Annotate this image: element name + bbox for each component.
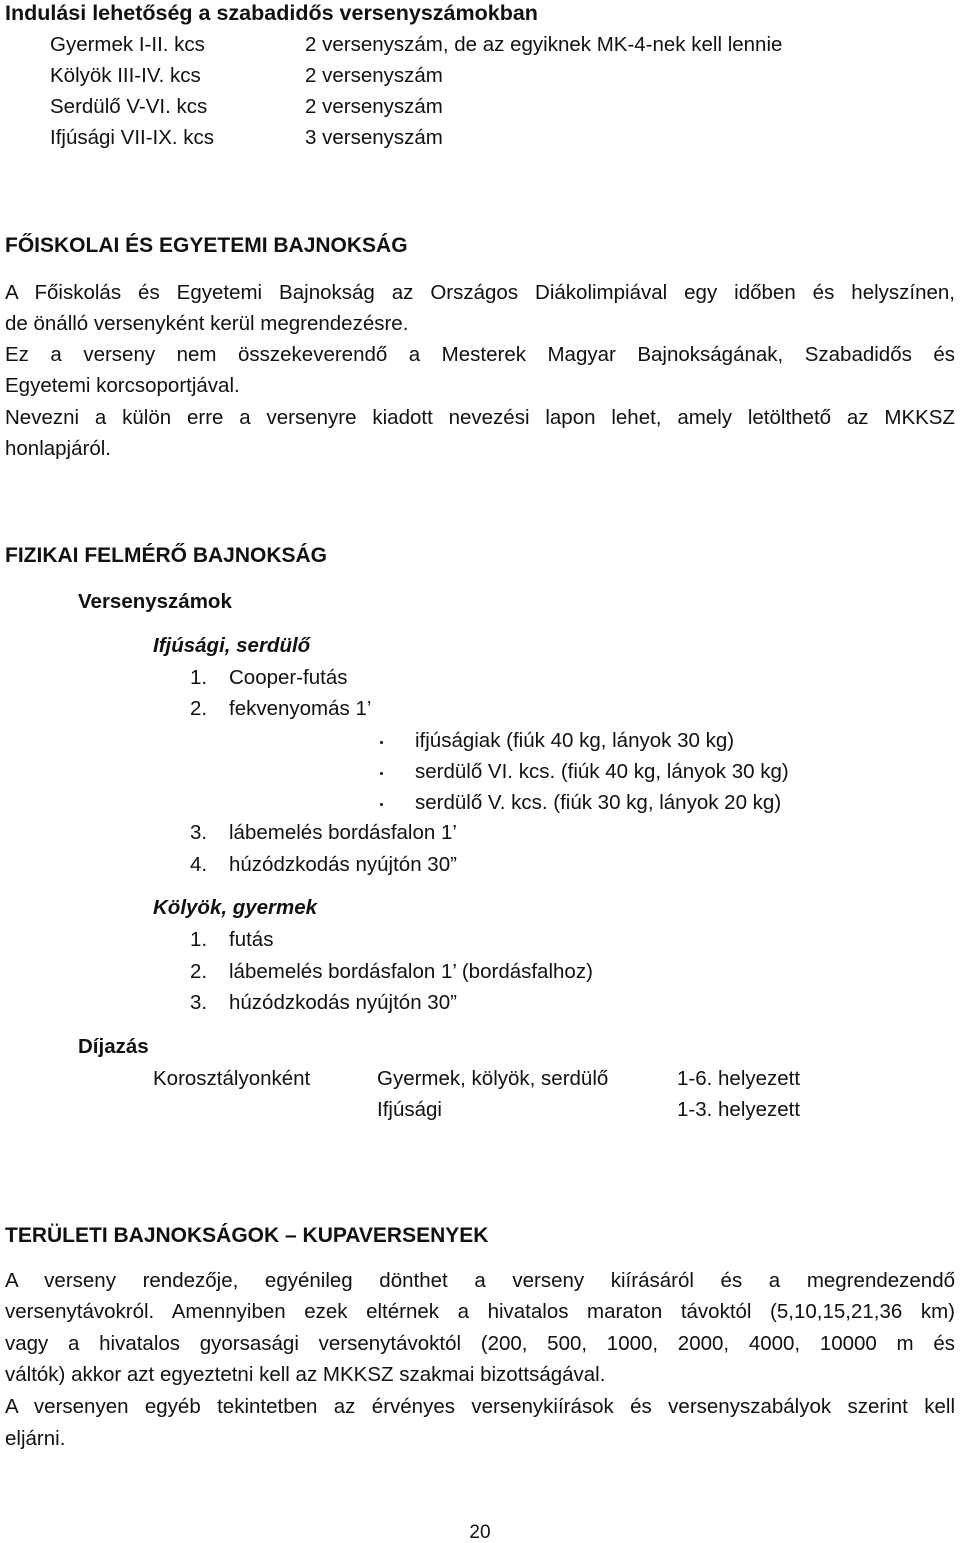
paragraph-line: honlapjáról. — [5, 437, 111, 460]
list-item: futás — [229, 928, 274, 951]
section1-heading: Indulási lehetőség a szabadidős versenyszámokban — [5, 1, 538, 25]
section2-heading: FŐISKOLAI ÉS EGYETEMI BAJNOKSÁG — [5, 234, 408, 257]
awards-heading: Díjazás — [78, 1035, 149, 1058]
awards-places: 1-3. helyezett — [677, 1098, 801, 1121]
bullet-item: ifjúságiak (fiúk 40 kg, lányok 30 kg) — [415, 729, 735, 752]
paragraph-line: de önálló versenyként kerül megrendezésre. — [5, 312, 409, 335]
section3-heading: FIZIKAI FELMÉRŐ BAJNOKSÁG — [5, 544, 328, 567]
bullet-icon — [380, 803, 383, 806]
awards-group: Ifjúsági — [377, 1098, 442, 1121]
paragraph-line: Nevezni a külön erre a versenyre kiadott nevezési lapon lehet, amely letölthető az MKKSZ — [5, 406, 955, 429]
list-item: fekvenyomás 1’ — [229, 697, 372, 720]
events-value: 2 versenyszám — [305, 95, 443, 118]
awards-label: Korosztályonként — [153, 1067, 311, 1090]
paragraph-line: Egyetemi korcsoportjával. — [5, 374, 240, 397]
bullet-icon — [380, 741, 383, 744]
events-value: 2 versenyszám — [305, 64, 443, 87]
category-label: Serdülő V-VI. kcs — [50, 95, 208, 118]
paragraph-line: váltók) akkor azt egyeztetni kell az MKKSZ szakmai bizottságával. — [5, 1363, 606, 1386]
paragraph-line: vagy a hivatalos gyorsasági versenytávoktól (200, 500, 1000, 2000, 4000, 10000 m és — [5, 1332, 955, 1355]
list-item: lábemelés bordásfalon 1’ (bordásfalhoz) — [229, 960, 593, 983]
paragraph-line: A versenyen egyéb tekintetben az érvényes versenykiírások és versenyszabályok szerint kell — [5, 1395, 955, 1418]
events-value: 2 versenyszám, de az egyiknek MK-4-nek kell lennie — [305, 33, 783, 56]
category-label: Kölyök III-IV. kcs — [50, 64, 201, 87]
events-value: 3 versenyszám — [305, 126, 443, 149]
list-item: lábemelés bordásfalon 1’ — [229, 821, 457, 844]
list-number: 1. — [190, 666, 208, 689]
group-title: Kölyök, gyermek — [153, 896, 318, 919]
bullet-icon — [380, 772, 383, 775]
paragraph-line: Ez a verseny nem összekeverendő a Mesterek Magyar Bajnokságának, Szabadidős és — [5, 343, 955, 366]
page-number: 20 — [469, 1522, 491, 1543]
paragraph-line: eljárni. — [5, 1427, 66, 1450]
list-number: 2. — [190, 960, 208, 983]
list-item: húzódzkodás nyújtón 30” — [229, 991, 457, 1014]
paragraph-line: A Főiskolás és Egyetemi Bajnokság az Országos Diákolimpiával egy időben és helyszínen, — [5, 281, 955, 304]
list-number: 3. — [190, 821, 208, 844]
paragraph-line: versenytávokról. Amennyiben ezek eltérnek a hivatalos maraton távoktól (5,10,15,21,36 km) — [5, 1300, 955, 1323]
section4-heading: TERÜLETI BAJNOKSÁGOK – KUPAVERSENYEK — [5, 1224, 489, 1247]
bullet-item: serdülő VI. kcs. (fiúk 40 kg, lányok 30 kg) — [415, 760, 789, 783]
paragraph-line: A verseny rendezője, egyénileg dönthet a verseny kiírásáról és a megrendezendő — [5, 1269, 955, 1292]
list-number: 4. — [190, 853, 208, 876]
list-number: 3. — [190, 991, 208, 1014]
group-title: Ifjúsági, serdülő — [153, 634, 311, 657]
category-label: Gyermek I-II. kcs — [50, 33, 205, 56]
awards-places: 1-6. helyezett — [677, 1067, 801, 1090]
events-subheading: Versenyszámok — [78, 590, 232, 613]
list-number: 2. — [190, 697, 208, 720]
list-item: húzódzkodás nyújtón 30” — [229, 853, 457, 876]
awards-group: Gyermek, kölyök, serdülő — [377, 1067, 609, 1090]
category-label: Ifjúsági VII-IX. kcs — [50, 126, 215, 149]
list-item: Cooper-futás — [229, 666, 348, 689]
list-number: 1. — [190, 928, 208, 951]
bullet-item: serdülő V. kcs. (fiúk 30 kg, lányok 20 kg) — [415, 791, 782, 814]
